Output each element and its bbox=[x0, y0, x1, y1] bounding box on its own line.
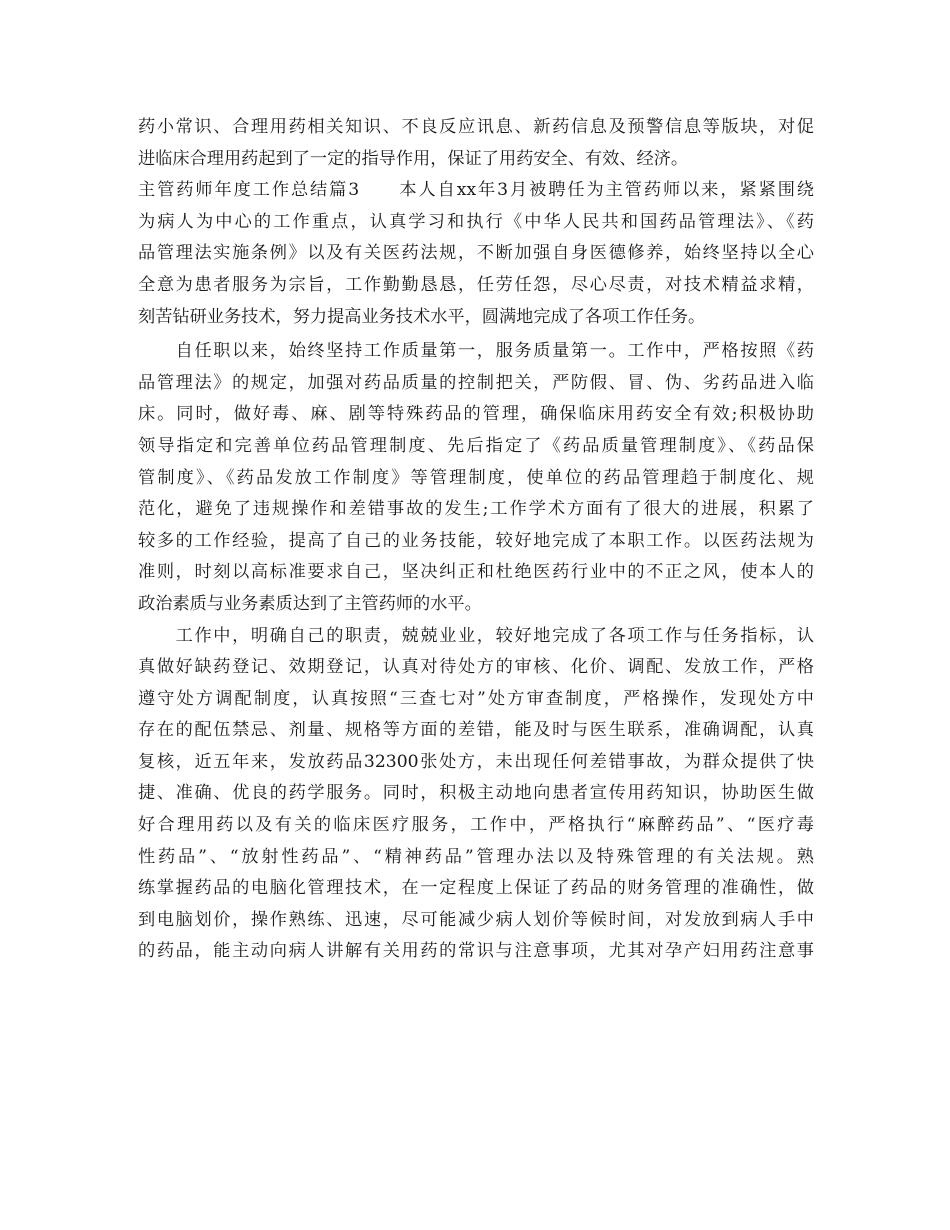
text-line: 品管理法实施条例》以及有关医药法规，不断加强自身医德修养，始终坚持以全心 bbox=[138, 243, 814, 264]
text-line: 全意为患者服务为宗旨，工作勤勤恳恳，任劳任怨，尽心尽责，对技术精益求精， bbox=[138, 274, 814, 295]
text-line: 较多的工作经验，提高了自己的业务技能，较好地完成了本职工作。以医药法规为 bbox=[138, 530, 814, 551]
text-line: 练掌握药品的电脑化管理技术，在一定程度上保证了药品的财务管理的准确性，做 bbox=[138, 878, 814, 899]
text-line: 真做好缺药登记、效期登记，认真对待处方的审核、化价、调配、发放工作，严格 bbox=[138, 657, 814, 678]
text-line: 政治素质与业务素质达到了主管药师的水平。 bbox=[138, 593, 482, 614]
text-line: 捷、准确、优良的药学服务。同时，积极主动地向患者宣传用药知识，协助医生做 bbox=[138, 783, 814, 804]
text-line: 为病人为中心的工作重点，认真学习和执行《中华人民共和国药品管理法》、《药 bbox=[138, 211, 814, 232]
text-line: 床。同时，做好毒、麻、剧等特殊药品的管理，确保临床用药安全有效;积极协助 bbox=[138, 404, 814, 425]
text-line: 品管理法》的规定，加强对药品质量的控制把关，严防假、冒、伪、劣药品进入临 bbox=[138, 372, 814, 393]
text-line: 工作中，明确自己的职责，兢兢业业，较好地完成了各项工作与任务指标，认 bbox=[138, 625, 814, 646]
text-line: 领导指定和完善单位药品管理制度、先后指定了《药品质量管理制度》、《药品保 bbox=[138, 435, 814, 456]
text-line: 药小常识、合理用药相关知识、不良反应讯息、新药信息及预警信息等版块，对促 bbox=[138, 117, 814, 137]
text-line: 刻苦钻研业务技术，努力提高业务技术水平，圆满地完成了各项工作任务。 bbox=[138, 306, 706, 327]
text-line: 进临床合理用药起到了一定的指导作用，保证了用药安全、有效、经济。 bbox=[138, 148, 689, 169]
text-line: 自任职以来，始终坚持工作质量第一，服务质量第一。工作中，严格按照《药 bbox=[138, 341, 814, 362]
text-line: 存在的配伍禁忌、剂量、规格等方面的差错，能及时与医生联系，准确调配，认真 bbox=[138, 720, 814, 741]
text-line: 性药品”、“放射性药品”、“精神药品”管理办法以及特殊管理的有关法规。熟 bbox=[138, 846, 814, 867]
text-line: 到电脑划价，操作熟练、迅速，尽可能减少病人划价等候时间，对发放到病人手中 bbox=[138, 909, 814, 930]
text-line: 范化，避免了违规操作和差错事故的发生;工作学术方面有了很大的进展，积累了 bbox=[138, 499, 814, 520]
text-line: 准则，时刻以高标准要求自己，坚决纠正和杜绝医药行业中的不正之风，使本人的 bbox=[138, 562, 814, 583]
text-line: 主管药师年度工作总结篇3 本人自xx年3月被聘任为主管药师以来，紧紧围绕 bbox=[138, 180, 814, 201]
document-body bbox=[138, 112, 814, 968]
text-line: 好合理用药以及有关的临床医疗服务，工作中，严格执行“麻醉药品”、“医疗毒 bbox=[138, 815, 814, 836]
text-line: 管制度》、《药品发放工作制度》等管理制度，使单位的药品管理趋于制度化、规 bbox=[138, 467, 814, 488]
text-line: 的药品，能主动向病人讲解有关用药的常识与注意事项，尤其对孕产妇用药注意事 bbox=[138, 941, 814, 962]
text-line: 遵守处方调配制度，认真按照“三查七对”处方审查制度，严格操作，发现处方中 bbox=[138, 688, 814, 709]
text-line: 复核，近五年来，发放药品32300张处方，未出现任何差错事故，为群众提供了快 bbox=[138, 751, 814, 772]
